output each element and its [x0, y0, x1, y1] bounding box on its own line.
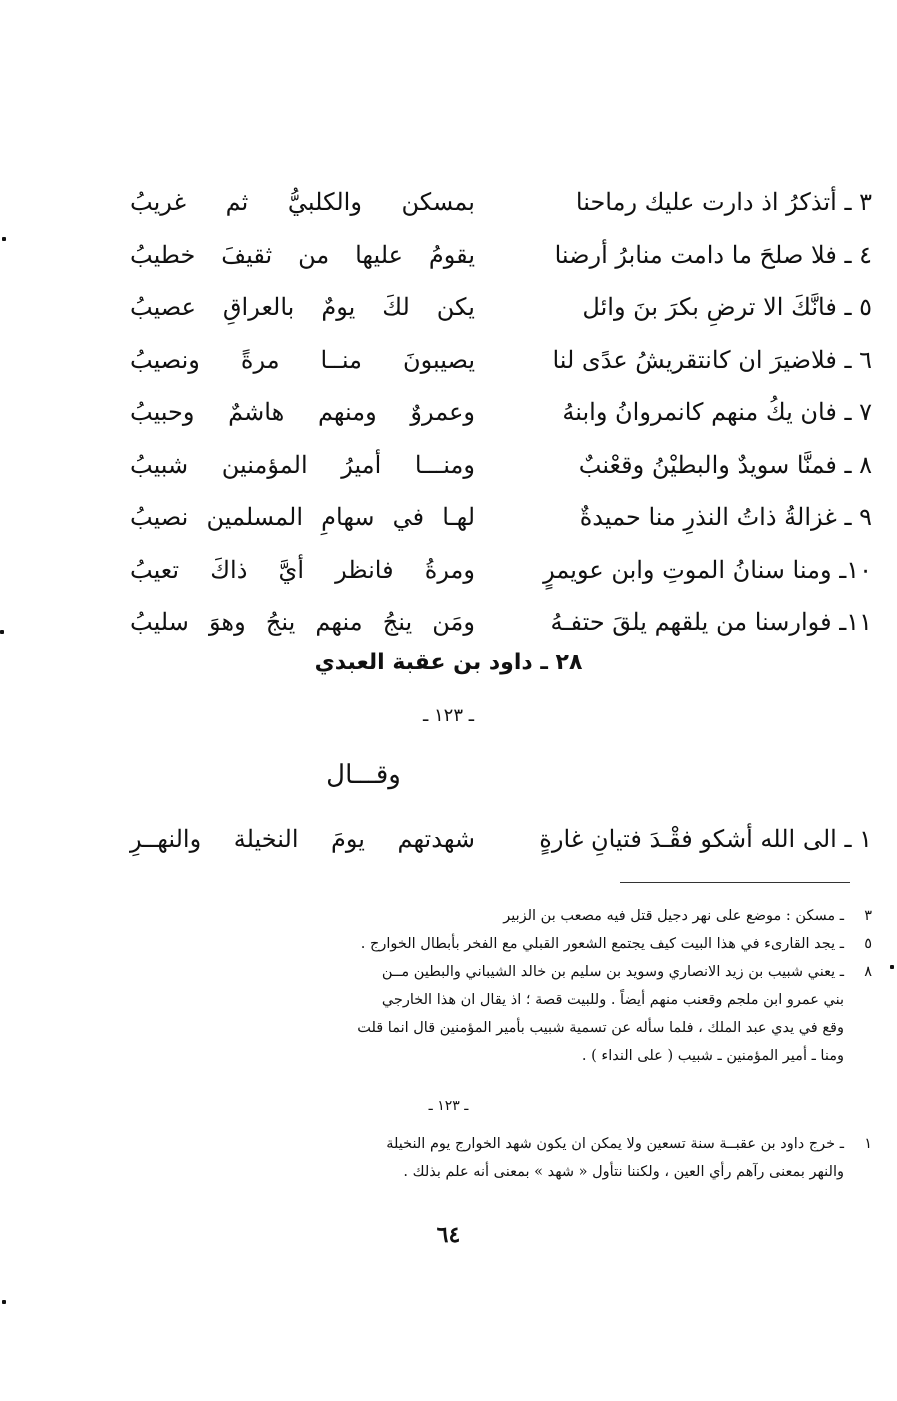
footnote-number — [844, 1042, 872, 1070]
footnote — [130, 1014, 872, 1042]
verse-number: ٧ ـ — [844, 398, 872, 427]
poem-heading: ٢٨ ـ داود بن عقبة العبدي — [314, 650, 583, 675]
footnote-text: ـ يعني شبيب بن زيد الانصاري وسويد بن سليم بن خالد الشيباني والبطين مــن — [381, 964, 844, 980]
verse-line — [130, 596, 872, 649]
verse-first-text: فمنَّا سويدٌ والبطيْنُ وقعْنبٌ — [578, 450, 837, 479]
footnote-number — [844, 1014, 872, 1042]
verse-number: ٩ ـ — [844, 503, 872, 532]
footnote-rule — [620, 882, 850, 883]
verse-first-text: غزالةُ ذاتُ النذرِ منا حميدةٌ — [579, 503, 837, 532]
verse-first-text: أتذكرُ اذ دارت عليك رماحنا — [575, 188, 837, 217]
verse-first-hemistich — [527, 293, 872, 322]
verse-number: ٨ ـ — [844, 450, 872, 479]
verse-line — [130, 386, 872, 439]
verse-first-text: فلاضيرَ ان كانتقريشُ عدًى لنا — [552, 345, 837, 374]
verse-second-hemistich: وعمروٌ ومنهم هاشمٌ وحبيبُ — [130, 398, 475, 427]
verse-first-hemistich — [527, 555, 872, 584]
verse-first-hemistich — [527, 825, 872, 854]
verse-first-hemistich — [527, 503, 872, 532]
footnote-text: ـ خرج داود بن عقبــة سنة تسعين ولا يمكن ان يكون شهد الخوارج يوم النخيلة — [386, 1136, 844, 1152]
verse-number: ٥ ـ — [844, 293, 872, 322]
verse-line — [130, 334, 872, 387]
scan-speck — [890, 965, 894, 969]
footnote-number: ١ — [864, 1136, 872, 1152]
footnote-number — [844, 1158, 872, 1186]
footnote-number: ٣ — [864, 908, 872, 924]
verse-first-text: فان يكُ منهم كانمروانُ وابنهُ — [562, 398, 837, 427]
verse-second-hemistich: يصيبونَ منــا مرةً ونصيبُ — [130, 345, 475, 374]
footnote-text: ـ يجد القارىء في هذا البيت كيف يجتمع الشعور القبلي مع الفخر بأبطال الخوارج . — [360, 936, 844, 952]
verse-second-hemistich: ومَن ينجُ منهم ينجُ وهوَ سليبُ — [130, 608, 475, 637]
verse-line — [130, 281, 872, 334]
footnote — [130, 1158, 872, 1186]
verse-number: ٣ ـ — [844, 188, 872, 217]
footnote-page-marker: ـ ١٢٣ ـ — [428, 1098, 469, 1114]
poem-verses — [130, 176, 872, 649]
footnote — [130, 958, 872, 986]
verse-first-text: ومنا سنانُ الموتِ وابن عويمرٍ — [543, 555, 832, 584]
verse-line — [130, 813, 872, 866]
verse-first-text: فانَّكَ الا ترضِ بكرَ بنَ وائل — [582, 293, 837, 322]
footnote-text: والنهر بمعنى رآهم رأي العين ، ولكننا نتأول « شهد » بمعنى أنه علم بذلك . — [403, 1164, 844, 1180]
footnote — [130, 902, 872, 930]
verse-line — [130, 229, 872, 282]
verse-number: ٦ ـ — [844, 345, 872, 374]
verse-first-text: فوارسنا من يلقهم يلقَ حتفـهُ — [550, 608, 832, 637]
verse-line — [130, 176, 872, 229]
footnote-text: ـ مسكن : موضع على نهر دجيل قتل فيه مصعب بن الزبير — [503, 908, 844, 924]
footnote-text: بني عمرو ابن ملجم وقعنب منهم أيضاً . وللبيت قصة ؛ اذ يقال ان هذا الخارجي — [381, 992, 844, 1008]
verse-first-text: فلا صلحَ ما دامت منابرُ أرضنا — [554, 240, 837, 269]
verse-line — [130, 439, 872, 492]
footnote-text: وقع في يدي عبد الملك ، فلما سأله عن تسمية شبيب بأمير المؤمنين قال انما قلت — [357, 1020, 844, 1036]
verse-second-hemistich: لهـا في سهامِ المسلمين نصيبُ — [130, 503, 475, 532]
verse-second-hemistich: شهدتهم يومَ النخيلة والنهــرِ — [130, 825, 475, 854]
verse-number: ١٠ـ — [839, 555, 872, 584]
poem-intro — [0, 760, 897, 790]
footnote-number: ٥ — [864, 936, 872, 952]
verse-second-hemistich: يكن لكَ يومٌ بالعراقِ عصيبُ — [130, 293, 475, 322]
intro-text: وقـــال — [326, 760, 401, 790]
scan-speck — [2, 237, 6, 241]
footnote-text: ومنا ـ أمير المؤمنين ـ شبيب ( على النداء ) . — [581, 1048, 844, 1064]
footnote-number: ٨ — [864, 964, 872, 980]
source-page-marker: ـ ١٢٣ ـ — [422, 705, 474, 726]
verse-second-hemistich: ومرةُ فانظر أيَّ ذاكَ تعيبُ — [130, 555, 475, 584]
scan-speck — [0, 630, 4, 634]
footnote — [130, 1042, 872, 1070]
verse-second-hemistich: بمسكن والكلبيُّ ثم غريبُ — [130, 188, 475, 217]
poem-verses-second — [130, 813, 872, 866]
verse-line — [130, 544, 872, 597]
footnote-number — [844, 986, 872, 1014]
verse-number: ١١ـ — [839, 608, 872, 637]
scan-speck — [2, 1300, 6, 1304]
footnote — [130, 986, 872, 1014]
footnotes — [130, 902, 872, 1070]
footnote — [130, 930, 872, 958]
verse-first-hemistich — [527, 608, 872, 637]
verse-first-hemistich — [527, 345, 872, 374]
verse-second-hemistich: يقومُ عليها من ثقيفَ خطيبُ — [130, 240, 475, 269]
footnotes-second — [130, 1130, 872, 1186]
verse-number: ١ ـ — [844, 825, 872, 854]
verse-first-hemistich — [527, 240, 872, 269]
verse-first-text: الى الله أشكو فقْـدَ فتيانِ غارةٍ — [539, 825, 837, 854]
footnote — [130, 1130, 872, 1158]
verse-first-hemistich — [527, 450, 872, 479]
verse-line — [130, 491, 872, 544]
page-number: ٦٤ — [436, 1222, 461, 1248]
verse-first-hemistich — [527, 188, 872, 217]
verse-number: ٤ ـ — [844, 240, 872, 269]
verse-second-hemistich: ومنـــا أميرُ المؤمنين شبيبُ — [130, 450, 475, 479]
verse-first-hemistich — [527, 398, 872, 427]
